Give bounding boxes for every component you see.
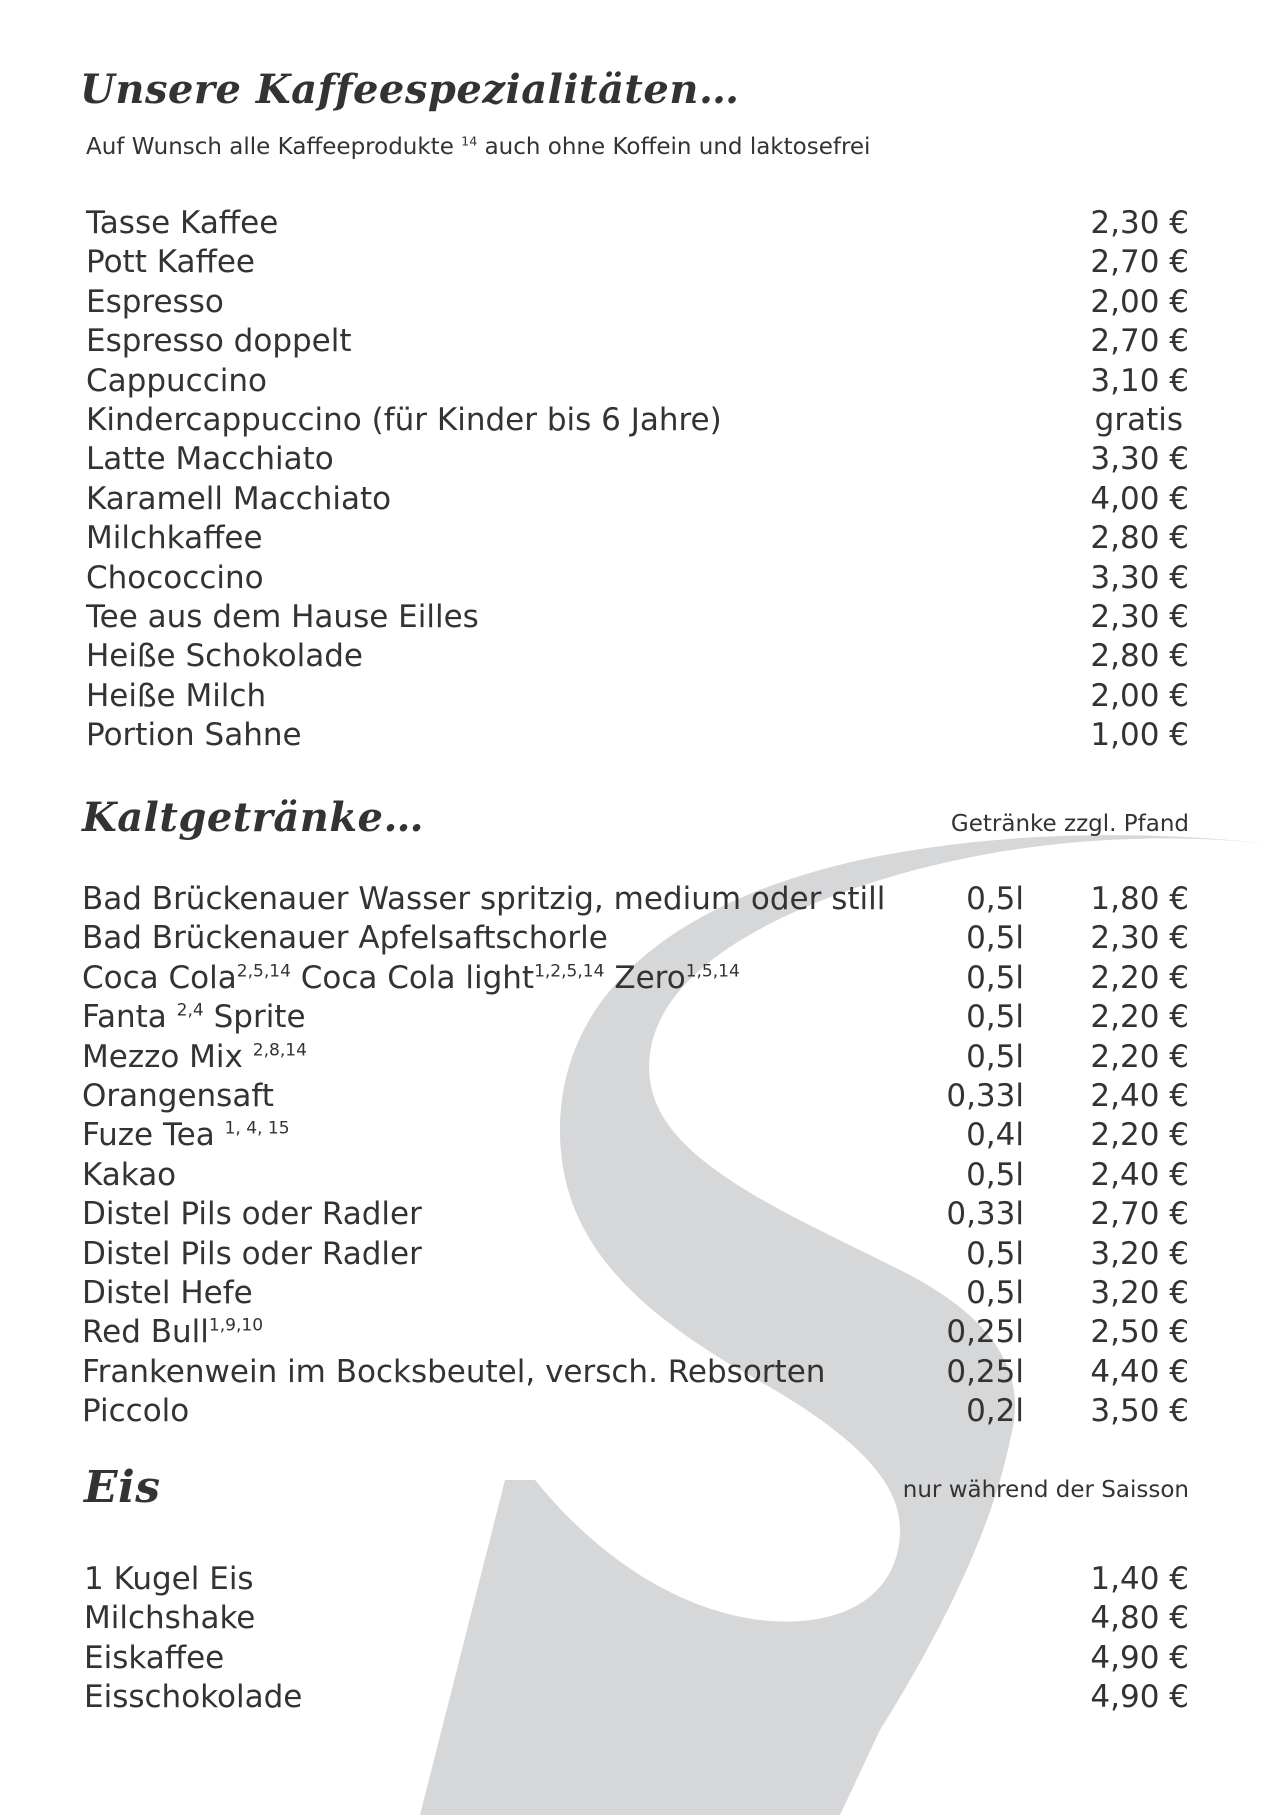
cold-drinks-note: Getränke zzgl. Pfand xyxy=(950,811,1189,837)
item-name: Frankenwein im Bocksbeutel, versch. Rebsorten xyxy=(82,1353,826,1390)
item-name: Fanta xyxy=(82,999,167,1036)
item-volume: 0,25l xyxy=(946,1314,1024,1351)
item-name: Bad Brückenauer Apfelsaftschorle xyxy=(82,920,608,957)
item-volume: 0,5l xyxy=(966,881,1024,917)
item-price: gratis xyxy=(1094,401,1183,438)
menu-item xyxy=(84,1599,1189,1638)
item-name: Latte Macchiato xyxy=(86,441,334,478)
menu-item xyxy=(86,322,1189,361)
item-name: Eisschokolade xyxy=(84,1679,303,1716)
cold-drinks-section-title: Kaltgetränke… xyxy=(82,794,424,841)
item-name: Pott Kaffee xyxy=(86,244,256,281)
item-name: Coca Cola xyxy=(82,959,237,996)
menu-item xyxy=(86,480,1189,519)
item-price: 1,00 € xyxy=(1090,717,1189,754)
item-footnote: 1,5,14 xyxy=(685,961,740,982)
item-name: Kakao xyxy=(82,1156,177,1193)
item-footnote: 2,5,14 xyxy=(236,961,291,982)
item-price: 2,30 € xyxy=(1090,920,1189,957)
item-price: 2,80 € xyxy=(1090,638,1189,675)
item-price: 4,90 € xyxy=(1090,1639,1189,1676)
menu-item xyxy=(82,880,1189,919)
item-name: Eiskaffee xyxy=(84,1639,225,1676)
coffee-note xyxy=(86,134,870,160)
item-price: 4,40 € xyxy=(1090,1353,1189,1390)
menu-item xyxy=(86,677,1189,716)
item-price: 3,20 € xyxy=(1090,1235,1189,1272)
item-name: Espresso doppelt xyxy=(86,323,352,360)
item-volume: 0,33l xyxy=(946,1196,1024,1233)
item-name: Portion Sahne xyxy=(86,717,302,754)
item-name-group xyxy=(82,1038,307,1077)
item-volume: 0,5l xyxy=(966,1274,1024,1311)
menu-item xyxy=(86,637,1189,676)
item-price: 2,20 € xyxy=(1090,959,1189,996)
item-volume: 0,5l xyxy=(966,999,1024,1036)
coffee-section-title: Unsere Kaffeespezialitäten… xyxy=(80,66,740,113)
item-price: 4,00 € xyxy=(1090,480,1189,517)
menu-item xyxy=(86,243,1189,282)
item-name: Tee aus dem Hause Eilles xyxy=(86,598,479,635)
coffee-list xyxy=(86,204,1189,755)
item-name: Sprite xyxy=(213,999,306,1036)
menu-item xyxy=(82,959,1189,998)
item-name: Piccolo xyxy=(82,1393,190,1430)
item-name: Kindercappuccino xyxy=(86,401,362,438)
item-volume: 0,33l xyxy=(946,1077,1024,1114)
item-volume: 0,2l xyxy=(966,1393,1024,1430)
item-name: Zero xyxy=(614,959,686,996)
item-name: Distel Pils oder Radler xyxy=(82,1235,422,1272)
item-price: 2,00 € xyxy=(1090,283,1189,320)
menu-item xyxy=(82,1156,1189,1195)
item-price: 1,40 € xyxy=(1090,1561,1189,1597)
menu-item xyxy=(82,919,1189,958)
item-name: Milchshake xyxy=(84,1600,256,1637)
menu-item xyxy=(86,519,1189,558)
menu-item xyxy=(86,204,1189,243)
item-volume: 0,5l xyxy=(966,959,1024,996)
item-name: Bad Brückenauer Wasser spritzig, medium oder still xyxy=(82,881,886,917)
menu-item xyxy=(82,998,1189,1037)
item-volume: 0,4l xyxy=(966,1117,1024,1154)
ice-note: nur während der Saisson xyxy=(902,1477,1189,1503)
menu-item xyxy=(82,1274,1189,1313)
cold-drinks-list xyxy=(82,880,1189,1431)
menu-item xyxy=(82,1235,1189,1274)
item-name: Coca Cola light xyxy=(300,959,535,996)
menu-item xyxy=(86,283,1189,322)
item-name: Red Bull xyxy=(82,1314,209,1351)
item-volume: 0,5l xyxy=(966,920,1024,957)
item-name: Chococcino xyxy=(86,559,264,596)
menu-item xyxy=(82,1038,1189,1077)
item-name: Heiße Milch xyxy=(86,677,267,714)
item-price: 2,70 € xyxy=(1090,323,1189,360)
item-price: 4,90 € xyxy=(1090,1679,1189,1716)
menu-item xyxy=(82,1392,1189,1431)
menu-item xyxy=(84,1560,1189,1599)
item-price: 3,30 € xyxy=(1090,441,1189,478)
item-price: 2,20 € xyxy=(1090,999,1189,1036)
item-name: Fuze Tea xyxy=(82,1117,215,1154)
menu-item xyxy=(82,1077,1189,1116)
item-price: 2,40 € xyxy=(1090,1077,1189,1114)
item-price: 2,80 € xyxy=(1090,520,1189,557)
item-price: 4,80 € xyxy=(1090,1600,1189,1637)
item-name: Karamell Macchiato xyxy=(86,480,392,517)
item-name-extra: (für Kinder bis 6 Jahre) xyxy=(371,401,722,438)
item-name: Espresso xyxy=(86,283,224,320)
item-price: 3,50 € xyxy=(1090,1393,1189,1430)
item-price: 2,70 € xyxy=(1090,1196,1189,1233)
item-price: 2,30 € xyxy=(1090,598,1189,635)
menu-item xyxy=(82,1353,1189,1392)
menu-item xyxy=(84,1678,1189,1717)
item-name: Distel Pils oder Radler xyxy=(82,1196,422,1233)
item-price: 2,50 € xyxy=(1090,1314,1189,1351)
item-volume: 0,25l xyxy=(946,1353,1024,1390)
item-name-group xyxy=(82,998,306,1037)
item-volume: 0,5l xyxy=(966,1038,1024,1075)
item-price: 3,30 € xyxy=(1090,559,1189,596)
item-name: Distel Hefe xyxy=(82,1274,253,1311)
menu-item xyxy=(82,1313,1189,1352)
menu-item xyxy=(86,559,1189,598)
coffee-note-text-start: Auf Wunsch alle Kaffeeprodukte xyxy=(86,134,454,160)
item-name: Cappuccino xyxy=(86,362,267,399)
item-footnote: 2,4 xyxy=(176,1000,204,1021)
item-footnote: 1,9,10 xyxy=(208,1315,264,1336)
item-name: Milchkaffee xyxy=(86,520,263,557)
menu-item xyxy=(86,716,1189,755)
item-name: Heiße Schokolade xyxy=(86,638,363,675)
item-footnote: 2,8,14 xyxy=(252,1040,307,1061)
item-price: 2,00 € xyxy=(1090,677,1189,714)
item-price: 1,80 € xyxy=(1090,881,1189,917)
item-price: 3,10 € xyxy=(1090,362,1189,399)
item-name-group xyxy=(82,1116,290,1155)
item-name-group xyxy=(82,1313,263,1352)
menu-item xyxy=(86,401,1189,440)
item-volume: 0,5l xyxy=(966,1235,1024,1272)
item-name: 1 Kugel Eis xyxy=(84,1561,254,1597)
menu-item xyxy=(84,1639,1189,1678)
menu-item xyxy=(86,598,1189,637)
item-price: 2,40 € xyxy=(1090,1156,1189,1193)
item-price: 2,70 € xyxy=(1090,244,1189,281)
item-name: Orangensaft xyxy=(82,1077,274,1114)
ice-list xyxy=(84,1560,1189,1718)
menu-item xyxy=(86,440,1189,479)
item-price: 2,20 € xyxy=(1090,1038,1189,1075)
menu-item xyxy=(82,1116,1189,1155)
item-volume: 0,5l xyxy=(966,1156,1024,1193)
item-name-group xyxy=(82,959,740,998)
ice-section-title: Eis xyxy=(84,1462,161,1513)
item-name: Mezzo Mix xyxy=(82,1038,243,1075)
item-price: 2,30 € xyxy=(1090,205,1189,241)
menu-item xyxy=(86,362,1189,401)
item-footnote: 1,2,5,14 xyxy=(534,961,605,982)
item-name-group xyxy=(86,401,722,440)
coffee-note-text-end: auch ohne Koffein und laktosefrei xyxy=(484,134,871,160)
item-price: 2,20 € xyxy=(1090,1117,1189,1154)
menu-item xyxy=(82,1195,1189,1234)
item-footnote: 1, 4, 15 xyxy=(224,1119,290,1140)
coffee-note-footnote: 14 xyxy=(461,133,478,149)
item-name: Tasse Kaffee xyxy=(86,205,279,241)
item-price: 3,20 € xyxy=(1090,1274,1189,1311)
